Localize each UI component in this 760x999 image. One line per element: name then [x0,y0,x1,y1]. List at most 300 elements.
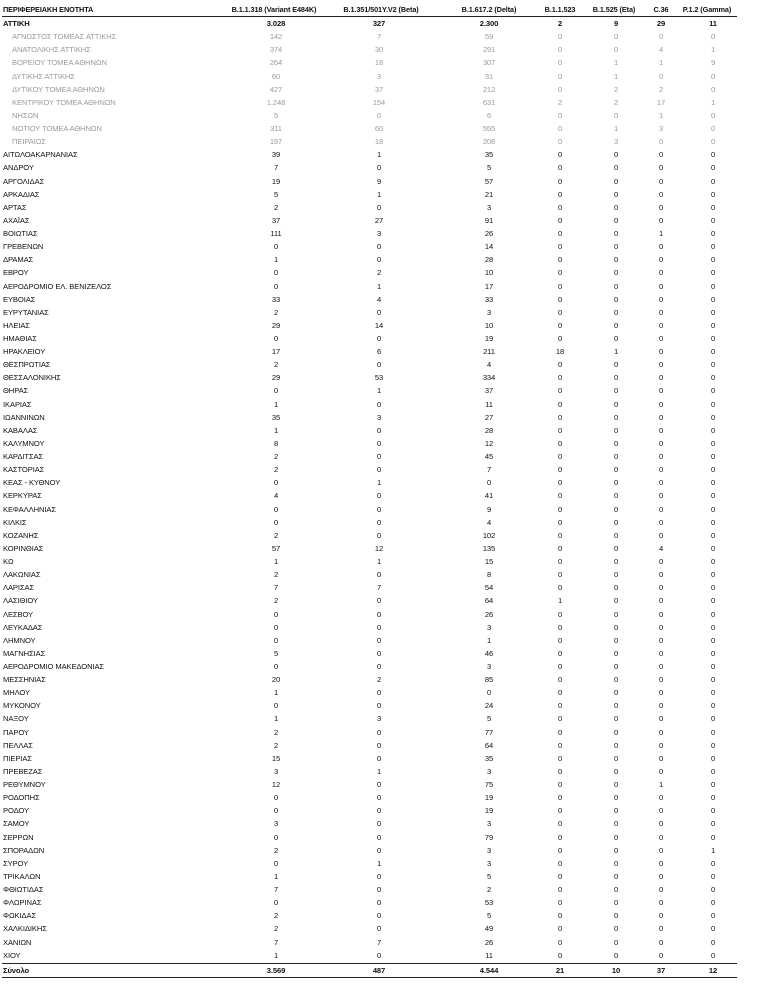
count-cell: 2 [613,97,619,107]
count-cell: 0 [613,557,619,567]
region-name-cell: ΗΛΕΙΑΣ [3,320,30,330]
count-cell: 0 [710,124,716,134]
table-row [0,43,760,56]
table-row [0,280,760,293]
count-cell: 17 [656,97,666,107]
count-cell: 8 [486,570,492,580]
count-cell: 0 [376,504,382,514]
count-cell: B.1.617.2 (Delta) [461,5,517,14]
count-cell: 0 [376,701,382,711]
count-cell: 3 [273,766,279,776]
count-cell: 33 [271,294,281,304]
count-cell: 53 [484,898,494,908]
count-cell: 0 [710,924,716,934]
count-cell: 39 [271,150,281,160]
table-row [0,608,760,621]
count-cell: 0 [613,202,619,212]
count-cell: 0 [376,202,382,212]
count-cell: 1 [486,635,492,645]
count-cell: 135 [482,543,496,553]
count-cell: 37 [656,965,666,975]
table-row [0,240,760,253]
table-row [0,817,760,830]
count-cell: 0 [658,268,664,278]
table-row [0,253,760,266]
count-cell: 0 [273,609,279,619]
count-cell: 0 [658,714,664,724]
count-cell: 0 [376,622,382,632]
count-cell: 0 [273,386,279,396]
count-cell: 0 [613,517,619,527]
table-row [0,791,760,804]
count-cell: 0 [658,491,664,501]
region-name-cell: ΚΙΛΚΙΣ [3,517,27,527]
region-name-cell: ΚΟΖΑΝΗΣ [3,530,39,540]
count-cell: 3.569 [266,965,286,975]
count-cell: 10 [611,965,621,975]
region-name-cell: ΠΑΡΟΥ [3,727,29,737]
count-cell: 0 [710,714,716,724]
count-cell: 0 [658,557,664,567]
count-cell: 21 [484,189,494,199]
count-cell: 0 [613,110,619,120]
count-cell: 0 [557,780,563,790]
region-name-cell: ΔΡΑΜΑΣ [3,255,34,265]
count-cell: 0 [557,425,563,435]
count-cell: 0 [557,858,563,868]
region-name-cell: ΝΑΞΟΥ [3,714,29,724]
count-cell: 211 [483,347,495,357]
count-cell: 0 [658,425,664,435]
count-cell: 33 [484,294,494,304]
region-name-cell: ΕΒΡΟΥ [3,268,29,278]
table-row [0,135,760,148]
region-name-cell: ΧΑΛΚΙΔΙΚΗΣ [3,924,47,934]
count-cell: 0 [658,215,664,225]
count-cell: 0 [710,386,716,396]
count-cell: 4 [658,543,664,553]
count-cell: 0 [658,373,664,383]
count-cell: 0 [613,281,619,291]
count-cell: 49 [484,924,494,934]
count-cell: 0 [710,334,716,343]
count-cell: 0 [376,806,382,816]
count-cell: 0 [710,478,716,488]
region-name-cell: ΒΟΙΩΤΙΑΣ [3,229,38,239]
region-name-cell: ΠΕΙΡΑΙΩΣ [12,137,46,147]
count-cell: 0 [710,780,716,790]
count-cell: 26 [484,609,494,619]
count-cell: 21 [555,965,565,975]
region-name-cell: ΑΕΡΟΔΡΟΜΙΟ ΜΑΚΕΔΟΝΙΑΣ [3,662,105,671]
region-name-cell: ΔΥΤΙΚΗΣ ΑΤΤΙΚΗΣ [12,71,75,81]
count-cell: 0 [376,360,382,370]
count-cell: 0 [613,648,619,658]
count-cell: 7 [376,583,382,593]
count-cell: 0 [557,504,563,514]
count-cell: 2 [273,530,279,540]
count-cell: 0 [273,504,279,514]
count-cell: 11 [709,19,717,29]
count-cell: 5 [486,871,492,881]
count-cell: 0 [557,399,563,409]
count-cell: 0 [557,517,563,527]
count-cell: 79 [484,832,494,842]
count-cell: 0 [710,150,716,160]
table-row [0,778,760,791]
count-cell: 0 [376,688,382,698]
count-cell: 0 [557,45,563,55]
count-cell: 11 [485,950,493,960]
table-row [0,332,760,345]
count-cell: 12 [484,438,494,448]
count-cell: 60 [271,71,281,81]
count-cell: 264 [269,58,283,68]
count-cell: 0 [710,242,716,252]
count-cell: 9 [376,176,382,186]
count-cell: 0 [613,543,619,553]
count-cell: 53 [374,373,384,383]
count-cell: 19 [484,334,494,343]
count-cell: 0 [658,176,664,186]
count-cell: 1 [613,58,619,68]
count-cell: 20 [271,675,281,685]
region-name-cell: ΕΥΡΥΤΑΝΙΑΣ [3,307,49,317]
count-cell: 2 [557,97,563,107]
region-name-cell: ΑΡΓΟΛΙΔΑΣ [3,176,45,186]
table-row [0,765,760,778]
count-cell: 0 [658,334,664,343]
region-name-cell: ΣΕΡΡΩΝ [3,832,34,842]
count-cell: 2 [486,885,492,895]
count-cell: 3 [613,137,619,147]
table-row [0,949,760,962]
region-name-cell: ΑΓΝΩΣΤΟΣ ΤΟΜΕΑΣ ΑΤΤΙΚΗΣ [12,32,117,42]
count-cell: 0 [613,793,619,803]
count-cell: 334 [482,373,496,383]
count-cell: 0 [557,635,563,645]
count-cell: 0 [557,937,563,947]
count-cell: 29 [271,320,281,330]
count-cell: 7 [273,937,279,947]
count-cell: 0 [710,281,716,291]
count-cell: 0 [710,766,716,776]
table-row [0,266,760,279]
count-cell: 0 [710,898,716,908]
count-cell: 0 [557,189,563,199]
count-cell: 1 [273,557,279,567]
count-cell: 0 [710,793,716,803]
count-cell: 2 [613,84,619,94]
count-cell: 0 [658,189,664,199]
table-row [0,463,760,476]
count-cell: 291 [482,45,496,55]
count-cell: 3 [376,714,382,724]
count-cell: 0 [613,294,619,304]
count-cell: 0 [613,753,619,763]
count-cell: 0 [613,504,619,514]
count-cell: 0 [710,727,716,737]
count-cell: 0 [613,950,619,960]
count-cell: 0 [710,438,716,448]
count-cell: 2.300 [479,19,499,29]
count-cell: 0 [613,727,619,737]
count-cell: 1 [376,189,382,199]
count-cell: 0 [376,662,382,671]
count-cell: 0 [710,307,716,317]
count-cell: 0 [658,793,664,803]
count-cell: 0 [658,202,664,212]
count-cell: 27 [484,412,494,422]
count-cell: 3 [486,202,492,212]
table-row [0,96,760,109]
count-cell: 0 [710,543,716,553]
count-cell: 374 [269,45,283,55]
total-row [0,964,760,977]
count-cell: 0 [613,307,619,317]
count-cell: 0 [613,32,619,42]
table-row [0,148,760,161]
count-cell: 15 [484,557,494,567]
table-row [0,214,760,227]
count-cell: 307 [482,58,496,68]
count-cell: 0 [613,911,619,921]
count-cell: 4 [486,517,492,527]
count-cell: 0 [658,255,664,265]
count-cell: 0 [658,596,664,606]
count-cell: 57 [271,543,281,553]
count-cell: 0 [613,530,619,540]
count-cell: 18 [374,137,384,147]
count-cell: 3 [486,858,492,868]
count-cell: 9 [710,58,716,68]
count-cell: 0 [710,517,716,527]
table-row [0,621,760,634]
count-cell: 0 [557,543,563,553]
count-cell: 3 [376,412,382,422]
count-cell: 2 [273,202,279,212]
count-cell: 0 [613,885,619,895]
table-row [0,188,760,201]
table-row [0,699,760,712]
count-cell: 0 [613,596,619,606]
region-name-cell: ΙΚΑΡΙΑΣ [3,399,32,409]
count-cell: 0 [557,924,563,934]
region-name-cell: ΕΥΒΟΙΑΣ [3,294,36,304]
count-cell: 0 [557,110,563,120]
table-row [0,384,760,397]
count-cell: 0 [557,648,563,658]
table-row [0,411,760,424]
count-cell: 0 [613,229,619,239]
count-cell: 0 [658,609,664,619]
count-cell: 18 [555,347,565,357]
count-cell: 0 [658,438,664,448]
count-cell: 0 [710,465,716,475]
count-cell: 18 [374,58,384,68]
count-cell: 5 [273,110,279,120]
count-cell: 0 [376,399,382,409]
count-cell: 0 [658,766,664,776]
table-row [0,647,760,660]
table-row [0,726,760,739]
table-row [0,437,760,450]
count-cell: 0 [613,832,619,842]
count-cell: 0 [710,675,716,685]
region-name-cell: ΦΘΙΩΤΙΔΑΣ [3,885,44,895]
count-cell: 15 [271,753,281,763]
table-row [0,516,760,529]
count-cell: 311 [270,124,282,134]
count-cell: 0 [613,242,619,252]
count-cell: 0 [613,268,619,278]
count-cell: 0 [376,465,382,475]
table-row [0,227,760,240]
count-cell: 0 [557,71,563,81]
count-cell: 0 [658,845,664,855]
count-cell: 0 [376,780,382,790]
count-cell: 27 [374,215,384,225]
count-cell: 4 [658,45,664,55]
count-cell: 7 [273,583,279,593]
count-cell: 0 [710,753,716,763]
count-cell: 327 [372,19,386,29]
table-row [0,30,760,43]
count-cell: 0 [710,176,716,186]
count-cell: 1 [376,281,382,291]
count-cell: B.1.351/501Y.V2 (Beta) [343,5,419,14]
count-cell: 0 [658,452,664,462]
count-cell: 0 [613,714,619,724]
count-cell: 0 [557,793,563,803]
table-row [0,660,760,673]
table-row [0,56,760,69]
count-cell: 0 [557,307,563,317]
count-cell: 0 [486,478,492,488]
table-row [0,712,760,725]
count-cell: 7 [486,465,492,475]
count-cell: 0 [376,163,382,173]
count-cell: 0 [658,819,664,829]
count-cell: 9 [486,504,492,514]
count-cell: 2 [273,924,279,934]
count-cell: 0 [710,137,716,147]
table-row [0,896,760,909]
count-cell: C.36 [653,5,669,14]
region-name-cell: ΘΕΣΠΡΩΤΙΑΣ [3,360,51,370]
count-cell: 0 [613,701,619,711]
count-cell: 0 [658,950,664,960]
table-row [0,306,760,319]
region-name-cell: ΣΑΜΟΥ [3,819,30,829]
count-cell: 0 [658,163,664,173]
region-name-cell: ΑΝΔΡΟΥ [3,163,34,173]
table-row [0,109,760,122]
region-name-cell: ΙΩΑΝΝΙΝΩΝ [3,412,45,422]
count-cell: 427 [269,84,283,94]
count-cell: 0 [710,373,716,383]
table-row [0,503,760,516]
count-cell: 0 [613,845,619,855]
count-cell: 0 [658,753,664,763]
region-name-cell: ΛΗΜΝΟΥ [3,635,36,645]
count-cell: 0 [557,832,563,842]
count-cell: 64 [484,740,494,750]
region-name-cell: ΑΡΤΑΣ [3,202,27,212]
table-row [0,17,760,30]
count-cell: 1 [376,557,382,567]
count-cell: 5 [486,911,492,921]
count-cell: 2 [273,465,279,475]
count-cell: 1 [613,71,619,81]
count-cell: 0 [273,858,279,868]
table-row [0,555,760,568]
count-cell: 5 [273,648,279,658]
region-name-cell: ΗΡΑΚΛΕΙΟΥ [3,347,46,357]
count-cell: 0 [557,373,563,383]
count-cell: 0 [376,753,382,763]
table-row [0,450,760,463]
count-cell: 0 [613,924,619,934]
count-cell: 0 [613,806,619,816]
count-cell: 0 [613,766,619,776]
count-cell: 0 [710,806,716,816]
region-name-cell: ΡΟΔΟΠΗΣ [3,793,40,803]
count-cell: 0 [273,662,279,671]
count-cell: 154 [372,97,386,107]
count-cell: B.1.525 (Eta) [592,5,636,14]
count-cell: 0 [658,858,664,868]
count-cell: 12 [708,965,718,975]
count-cell: 0 [710,740,716,750]
count-cell: 19 [484,806,494,816]
table-row [0,673,760,686]
count-cell: 17 [271,347,281,357]
count-cell: 0 [273,478,279,488]
count-cell: 0 [376,911,382,921]
count-cell: 0 [613,740,619,750]
count-cell: 0 [557,806,563,816]
count-cell: 75 [484,780,494,790]
count-cell: 2 [557,19,563,29]
count-cell: 30 [374,45,384,55]
count-cell: 0 [710,832,716,842]
region-name-cell: ΔΥΤΙΚΟΥ ΤΟΜΕΑ ΑΘΗΝΩΝ [12,84,105,94]
count-cell: 5 [486,714,492,724]
count-cell: 0 [710,622,716,632]
count-cell: 0 [658,32,664,42]
count-cell: 0 [613,386,619,396]
count-cell: 0 [710,491,716,501]
count-cell: 0 [557,530,563,540]
count-cell: 0 [273,281,279,291]
count-cell: 8 [273,438,279,448]
count-cell: 0 [376,438,382,448]
table-row [0,398,760,411]
count-cell: 0 [658,924,664,934]
count-cell: 0 [557,819,563,829]
count-cell: 0 [376,635,382,645]
count-cell: 0 [273,832,279,842]
count-cell: 0 [710,229,716,239]
count-cell: 0 [273,793,279,803]
count-cell: 64 [484,596,494,606]
region-name-cell: ΛΑΚΩΝΙΑΣ [3,570,41,580]
count-cell: 0 [273,334,279,343]
count-cell: 0 [710,885,716,895]
count-cell: 0 [557,727,563,737]
count-cell: 0 [658,517,664,527]
